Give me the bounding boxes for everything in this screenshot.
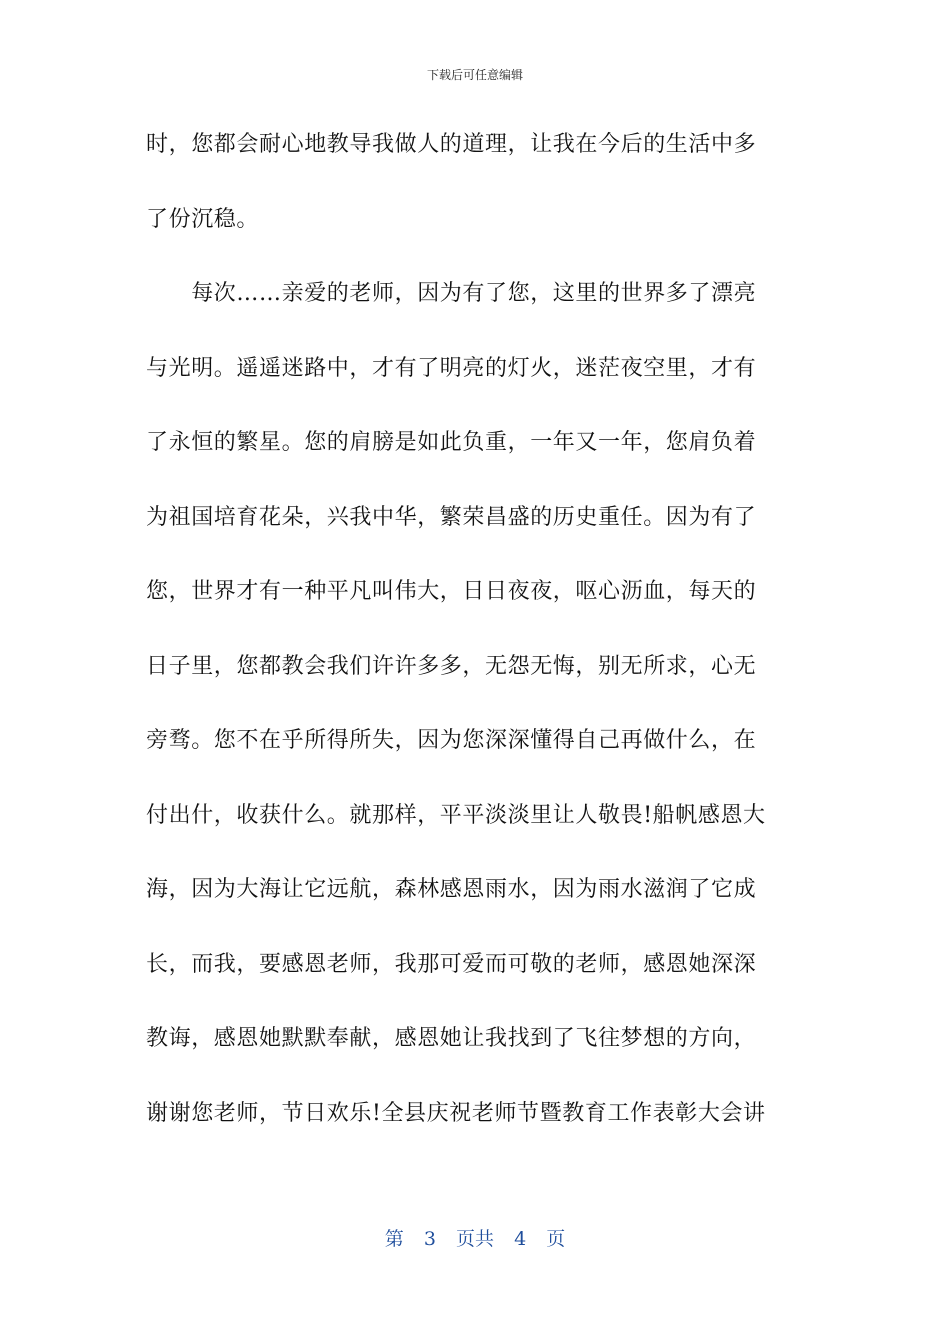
body-line: 您，世界才有一种平凡叫伟大，日日夜夜，呕心沥血，每天的 xyxy=(146,579,757,604)
body-line: 付出什，收获什么。就那样，平平淡淡里让人敬畏!船帆感恩大 xyxy=(146,802,766,828)
body-line: 了永恒的繁星。您的肩膀是如此负重，一年又一年，您肩负着 xyxy=(146,430,757,455)
body-line: 每次……亲爱的老师，因为有了您，这里的世界多了漂亮 xyxy=(146,281,757,306)
body-line: 为祖国培育花朵，兴我中华，繁荣昌盛的历史重任。因为有了 xyxy=(146,504,757,530)
document-body xyxy=(146,120,806,1163)
body-line: 旁骛。您不在乎所得所失，因为您深深懂得自己再做什么，在 xyxy=(146,728,757,753)
page-number-footer: 第 3 页共 4 页 xyxy=(384,1228,566,1250)
body-line: 与光明。遥遥迷路中，才有了明亮的灯火，迷茫夜空里，才有 xyxy=(146,355,757,381)
body-line: 日子里，您都教会我们许许多多，无怨无悔，别无所求，心无 xyxy=(146,653,757,679)
body-line: 了份沉稳。 xyxy=(146,206,260,232)
body-line: 教诲，感恩她默默奉献，感恩她让我找到了飞往梦想的方向， xyxy=(146,1026,757,1051)
body-line: 谢谢您老师，节日欢乐!全县庆祝老师节暨教育工作表彰大会讲 xyxy=(146,1100,766,1126)
body-line: 海，因为大海让它远航，森林感恩雨水，因为雨水滋润了它成 xyxy=(146,877,757,902)
page-header-note: 下载后可任意编辑 xyxy=(426,68,523,82)
body-line: 长，而我，要感恩老师，我那可爱而可敬的老师，感恩她深深 xyxy=(146,951,757,977)
body-line: 时，您都会耐心地教导我做人的道理，让我在今后的生活中多 xyxy=(146,132,757,157)
